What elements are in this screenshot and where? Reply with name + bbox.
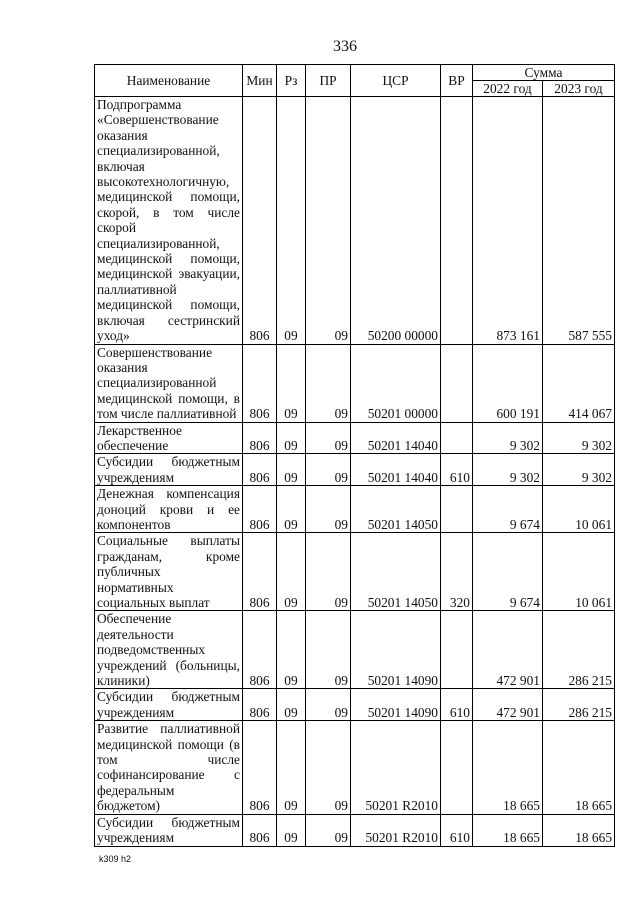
row-csr: 50201 R2010 [351, 814, 441, 846]
footer-code: k309 h2 [99, 854, 132, 864]
row-rz: 09 [277, 97, 306, 345]
row-pr: 09 [306, 422, 351, 454]
row-min: 806 [243, 97, 277, 345]
row-rz: 09 [277, 533, 306, 611]
row-sum-2022: 18 665 [473, 814, 543, 846]
row-rz: 09 [277, 814, 306, 846]
header-csr: ЦСР [351, 65, 441, 97]
row-rz: 09 [277, 486, 306, 533]
row-min: 806 [243, 721, 277, 814]
table-body [95, 97, 615, 847]
row-csr: 50201 14090 [351, 611, 441, 689]
row-sum-2023: 18 665 [543, 814, 615, 846]
row-min: 806 [243, 422, 277, 454]
row-pr: 09 [306, 611, 351, 689]
row-csr: 50201 14040 [351, 422, 441, 454]
row-sum-2022: 600 191 [473, 344, 543, 422]
budget-table [94, 64, 615, 847]
table-row [95, 486, 615, 533]
row-rz: 09 [277, 689, 306, 721]
header-year-2023: 2023 год [543, 81, 615, 97]
row-vr [441, 486, 473, 533]
row-rz: 09 [277, 422, 306, 454]
row-vr: 610 [441, 689, 473, 721]
row-name: Совершенствование оказания специализированной медицинской помощи, в том числе паллиативной [95, 344, 243, 422]
row-vr: 610 [441, 814, 473, 846]
page-number: 336 [333, 38, 357, 55]
row-name: Субсидии бюджетным учреждениям [95, 454, 243, 486]
row-sum-2022: 873 161 [473, 97, 543, 345]
header-vr: ВР [441, 65, 473, 97]
row-sum-2022: 9 674 [473, 533, 543, 611]
row-csr: 50201 14090 [351, 689, 441, 721]
row-pr: 09 [306, 814, 351, 846]
row-sum-2022: 18 665 [473, 721, 543, 814]
row-min: 806 [243, 611, 277, 689]
row-name: Социальные выплаты гражданам, кроме публичных нормативных социальных выплат [95, 533, 243, 611]
row-min: 806 [243, 344, 277, 422]
row-name: Денежная компенсация доноций крови и ее компонентов [95, 486, 243, 533]
row-sum-2022: 9 674 [473, 486, 543, 533]
table-row [95, 533, 615, 611]
row-sum-2022: 472 901 [473, 611, 543, 689]
row-rz: 09 [277, 454, 306, 486]
row-pr: 09 [306, 344, 351, 422]
row-csr: 50201 14040 [351, 454, 441, 486]
row-name: Подпрограмма «Совершенствование оказания специализированной, включая высокотехнологичную, медицинской помощи, скорой, в том числе скорой специализированной, медицинской помощи, медицинской эвакуации, паллиативной медицинской помощи, включая сестринский уход» [95, 97, 243, 345]
header-year-2022: 2022 год [473, 81, 543, 97]
row-sum-2023: 9 302 [543, 422, 615, 454]
table-row [95, 344, 615, 422]
row-sum-2023: 18 665 [543, 721, 615, 814]
row-name: Обеспечение деятельности подведомственных учреждений (больницы, клиники) [95, 611, 243, 689]
table-row [95, 721, 615, 814]
row-sum-2023: 10 061 [543, 533, 615, 611]
header-rz: Рз [277, 65, 306, 97]
row-csr: 50201 00000 [351, 344, 441, 422]
row-name: Субсидии бюджетным учреждениям [95, 814, 243, 846]
row-name: Лекарственное обеспечение [95, 422, 243, 454]
table-header [95, 65, 615, 97]
row-pr: 09 [306, 97, 351, 345]
table-row [95, 611, 615, 689]
row-sum-2022: 472 901 [473, 689, 543, 721]
row-min: 806 [243, 814, 277, 846]
table-row [95, 454, 615, 486]
row-name: Развитие паллиативной медицинской помощи (в том числе софинансирование с федеральным бюджетом) [95, 721, 243, 814]
row-vr [441, 611, 473, 689]
row-sum-2022: 9 302 [473, 422, 543, 454]
row-sum-2023: 9 302 [543, 454, 615, 486]
header-name: Наименование [95, 65, 243, 97]
row-vr: 320 [441, 533, 473, 611]
row-min: 806 [243, 533, 277, 611]
row-csr: 50201 14050 [351, 533, 441, 611]
row-vr [441, 422, 473, 454]
header-sum: Сумма [473, 65, 615, 81]
row-name: Субсидии бюджетным учреждениям [95, 689, 243, 721]
row-vr [441, 97, 473, 345]
row-min: 806 [243, 486, 277, 533]
row-pr: 09 [306, 689, 351, 721]
row-sum-2023: 10 061 [543, 486, 615, 533]
row-sum-2023: 286 215 [543, 689, 615, 721]
table-row [95, 422, 615, 454]
row-rz: 09 [277, 721, 306, 814]
row-pr: 09 [306, 533, 351, 611]
row-csr: 50200 00000 [351, 97, 441, 345]
row-rz: 09 [277, 344, 306, 422]
row-csr: 50201 14050 [351, 486, 441, 533]
table-row [95, 814, 615, 846]
row-sum-2023: 587 555 [543, 97, 615, 345]
row-min: 806 [243, 689, 277, 721]
row-vr: 610 [441, 454, 473, 486]
row-sum-2023: 414 067 [543, 344, 615, 422]
row-pr: 09 [306, 721, 351, 814]
table-row [95, 97, 615, 345]
table-row [95, 689, 615, 721]
header-pr: ПР [306, 65, 351, 97]
row-pr: 09 [306, 486, 351, 533]
header-min: Мин [243, 65, 277, 97]
row-pr: 09 [306, 454, 351, 486]
row-sum-2022: 9 302 [473, 454, 543, 486]
row-vr [441, 721, 473, 814]
row-min: 806 [243, 454, 277, 486]
row-rz: 09 [277, 611, 306, 689]
row-sum-2023: 286 215 [543, 611, 615, 689]
row-csr: 50201 R2010 [351, 721, 441, 814]
row-vr [441, 344, 473, 422]
